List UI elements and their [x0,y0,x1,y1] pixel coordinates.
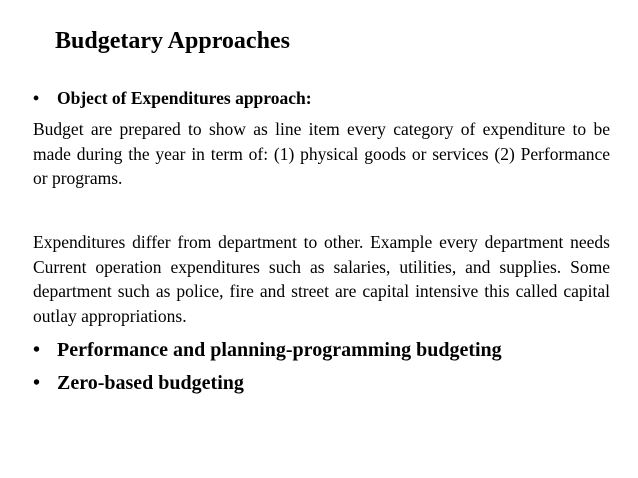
bullet-label: Object of Expenditures approach: [57,88,312,108]
bullet-label: Performance and planning-programming budgeting [57,339,502,361]
paragraph-line-item-budget: Budget are prepared to show as line item every category of expenditure to be made during the year in term of: (1) physical goods or services (2) Performance or programs. [33,119,610,188]
slide-title: Budgetary Approaches [55,28,290,54]
paragraph-expenditures-differ: Expenditures differ from department to other. Example every department needs Current operation expenditures such as salaries, utilities, and supplies. Some department such as police, fire and street are capital intensive this called capital outlay appropriations. [33,232,610,326]
bullet-zero-based [33,370,244,396]
bullet-label: Zero-based budgeting [57,372,244,394]
bullet-dot: • [33,88,40,108]
bullet-dot: • [33,339,41,361]
bullet-object-of-expenditures [33,87,312,109]
bullet-performance-planning [33,337,502,363]
bullet-dot: • [33,372,41,394]
